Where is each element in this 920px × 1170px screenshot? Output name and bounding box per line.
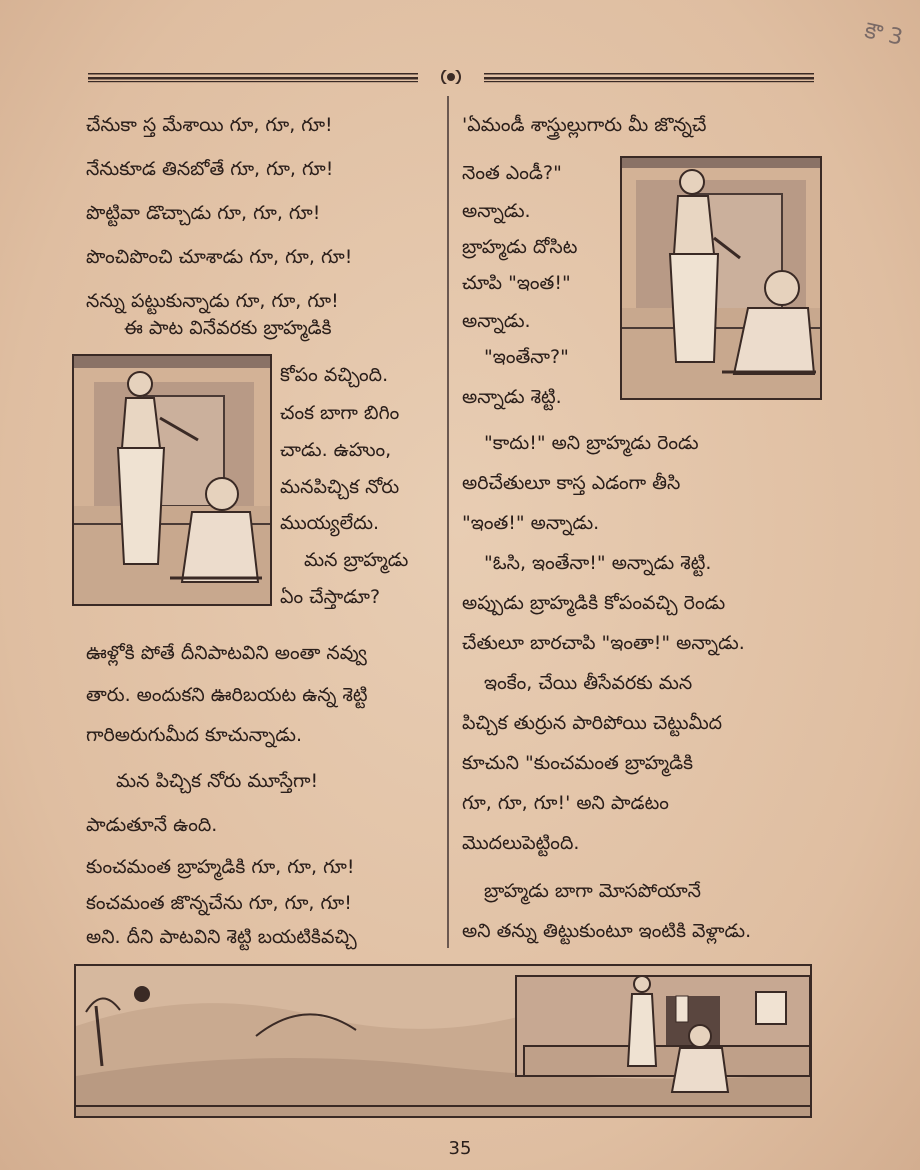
prose-line: బ్రాహ్మడు బాగా మోసపోయానే — [484, 880, 701, 902]
column-divider — [447, 96, 449, 948]
prose-line: ముయ్యలేదు. — [280, 512, 380, 534]
song-line: పొంచిపొంచి చూశాడు గూ, గూ, గూ! — [86, 246, 353, 268]
prose-line: అప్పుడు బ్రాహ్మడికి కోపంవచ్చి రెండు — [462, 592, 726, 614]
prose-line: గారిఅరుగుమీద కూచున్నాడు. — [86, 724, 303, 746]
right-column — [462, 116, 834, 956]
prose-line: పిచ్చిక తుర్రున పారిపోయి చెట్టుమీద — [462, 712, 723, 734]
song-line: నేనుకూడ తినబోతే గూ, గూ, గూ! — [86, 158, 334, 180]
prose-line: అని తన్ను తిట్టుకుంటూ ఇంటికి వెళ్లాడు. — [462, 920, 752, 942]
prose-line: చాడు. ఉహుం, — [280, 439, 392, 461]
prose-line: తారు. అందుకని ఊరిబయట ఉన్న శెట్టి — [86, 684, 368, 706]
prose-line: చంక బాగా బిగిం — [280, 402, 400, 424]
song-line: కంచమంత జొన్నచేను గూ, గూ, గూ! — [86, 892, 352, 914]
illustration-village-scene — [74, 964, 812, 1118]
prose-line: అరిచేతులూ కాస్త ఎడంగా తీసి — [462, 472, 681, 494]
illustration-shetty-and-brahmin — [620, 156, 822, 400]
prose-line: "కాదు!" అని బ్రాహ్మడు రెండు — [484, 432, 699, 454]
prose-line: మనపిచ్చిక నోరు — [280, 476, 400, 498]
prose-line: అని. దీని పాటవిని శెట్టి బయటికివచ్చి — [86, 926, 357, 948]
prose-line: అన్నాడు. — [462, 310, 531, 332]
prose-line: నెంత ఎండీ?" — [462, 162, 562, 184]
prose-line: అన్నాడు శెట్టి. — [462, 386, 562, 408]
prose-line: మన బ్రాహ్మడు — [304, 549, 409, 571]
song-line: పొట్టివా డొచ్చాడు గూ, గూ, గూ! — [86, 202, 321, 224]
prose-line: "ఇంతేనా?" — [484, 346, 569, 368]
page-number: 35 — [448, 1138, 472, 1159]
song-line: చేనుకా స్త మేశాయి గూ, గూ, గూ! — [86, 114, 333, 136]
song-line: నన్ను పట్టుకున్నాడు గూ, గూ, గూ! — [86, 290, 339, 312]
header-ornament-rule — [88, 70, 814, 84]
prose-line: చేతులూ బారచాపి "ఇంతా!" అన్నాడు. — [462, 632, 745, 654]
prose-line: కోపం వచ్చింది. — [280, 364, 389, 386]
prose-line: మన పిచ్చిక నోరు మూస్తేగా! — [116, 770, 319, 792]
left-column — [86, 116, 441, 956]
prose-line: బ్రాహ్మడు దోసిట — [462, 236, 578, 258]
prose-line: "ఇంత!" అన్నాడు. — [462, 512, 600, 534]
song-line: కుంచమంత బ్రాహ్మడికి గూ, గూ, గూ! — [86, 856, 355, 878]
prose-line: మొదలుపెట్టింది. — [462, 832, 580, 854]
prose-line: "ఓసి, ఇంతేనా!" అన్నాడు శెట్టి. — [484, 552, 712, 574]
prose-line: చూపి "ఇంత!" — [462, 272, 571, 294]
prose-line: అన్నాడు. — [462, 200, 531, 222]
prose-line: కూచుని "కుంచమంత బ్రాహ్మడికి — [462, 752, 694, 774]
prose-line: ఊళ్లోకి పోతే దీనిపాటవిని అంతా నవ్వు — [86, 642, 367, 664]
prose-line: గూ, గూ, గూ!' అని పాడటం — [462, 792, 669, 814]
prose-line: ఈ పాట వినేవరకు బ్రాహ్మడికి — [124, 317, 332, 339]
prose-line: 'ఏమండీ శాస్త్రుల్లుగారు మీ జొన్నచే — [462, 114, 707, 136]
prose-line: ఇంకేం, చేయి తీసేవరకు మన — [484, 672, 693, 694]
corner-handwritten-note: కౌ 3 — [862, 18, 905, 51]
prose-line: ఏం చేస్తాడూ? — [280, 586, 381, 608]
illustration-brahmin-sitting — [72, 354, 272, 606]
prose-line: పాడుతూనే ఉంది. — [86, 814, 218, 836]
